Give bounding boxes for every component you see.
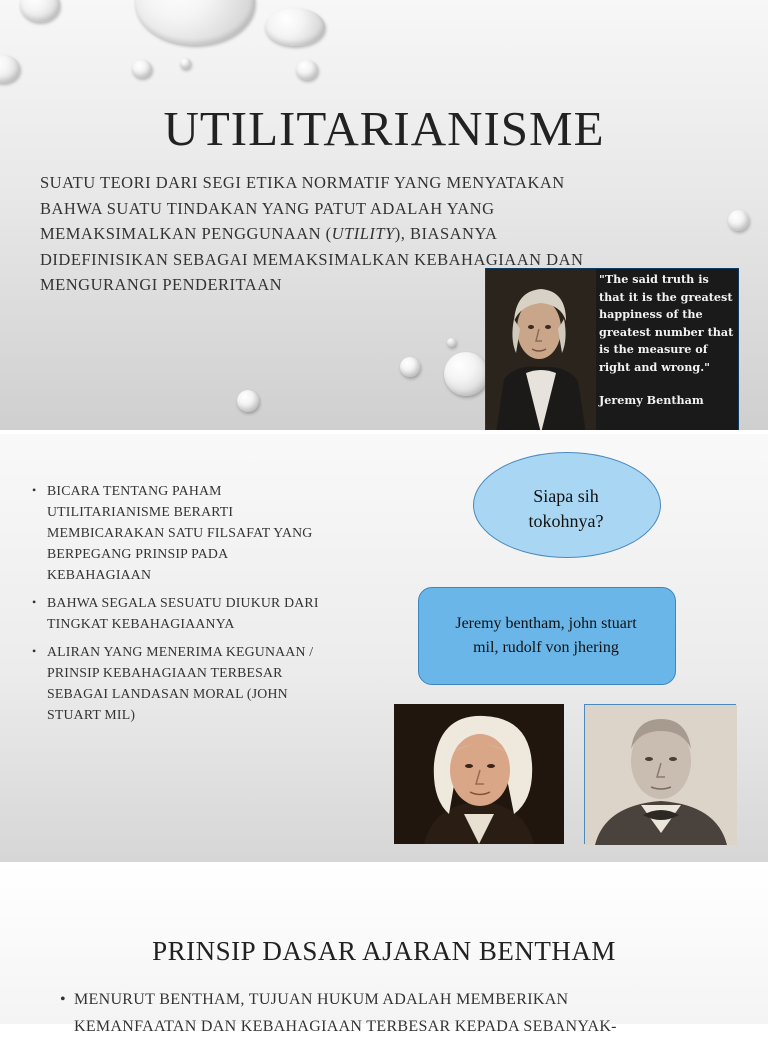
bullet-list [60,986,720,1040]
water-drop-decoration [180,58,191,69]
list-item: • ALIRAN YANG MENERIMA KEGUNAAN / PRINSIP KEBAHAGIAAN TERBESAR SEBAGAI LANDASAN MORAL (JOHN STUART MIL) [32,641,332,725]
bentham-photo [394,704,564,844]
john-stuart-mill-photo [584,704,736,844]
slide-separator [0,862,768,866]
water-drop-decoration [0,55,20,83]
definition-text: SUATU TEORI DARI SEGI ETIKA NORMATIF YANG MENYATAKAN BAHWA SUATU TINDAKAN YANG PATUT ADALAH YANG MEMAKSIMALKAN PENGGUNAAN (UTILITY), BIASANYA DIDEFINISIKAN SEBAGAI MEMAKSIMALKAN KEBAHAGIAAN DAN MENGURANGI PENDERITAAN [40,173,584,294]
water-drop-decoration [296,60,318,80]
bentham-portrait-image [486,269,596,433]
utility-term: UTILITY [331,224,395,243]
list-item: • MENURUT BENTHAM, TUJUAN HUKUM ADALAH MEMBERIKAN KEMANFAATAN DAN KEBAHAGIAAN TERBESAR KEPADA SEBANYAK- [60,986,720,1040]
slide-title: UTILITARIANISME [163,101,605,156]
slide-title: PRINSIP DASAR AJARAN BENTHAM [152,936,616,966]
quote-author: Jeremy Bentham [599,393,704,407]
water-drop-decoration [237,390,259,412]
quote-text: "The said truth is that it is the greatest happiness of the greatest number that is the measure of right and wrong." [599,272,734,374]
water-drop-decoration [447,338,456,347]
bullet-list [32,480,332,732]
slide-tokoh [0,432,768,864]
list-item: • BAHWA SEGALA SESUATU DIUKUR DARI TINGKAT KEBAHAGIAANYA [32,592,332,634]
slide-utilitarianisme [0,0,768,432]
answer-text: Jeremy bentham, john stuart mil, rudolf von jhering [455,615,637,656]
water-drop-decoration [400,357,420,377]
speech-bubble-text: Siapa sih tokohnya? [528,486,604,531]
slide-prinsip-dasar [0,864,768,1035]
water-drop-decoration [20,0,60,22]
water-drop-decoration [132,60,152,78]
water-drop-decoration [265,8,325,46]
slide-separator [0,430,768,434]
bentham-quote-card [485,268,739,434]
water-drop-decoration [135,0,255,45]
water-drop-decoration [728,210,749,231]
list-item: • BICARA TENTANG PAHAM UTILITARIANISME BERARTI MEMBICARAKAN SATU FILSAFAT YANG BERPEGANG PRINSIP PADA KEBAHAGIAAN [32,480,332,585]
water-drop-decoration [444,352,488,396]
